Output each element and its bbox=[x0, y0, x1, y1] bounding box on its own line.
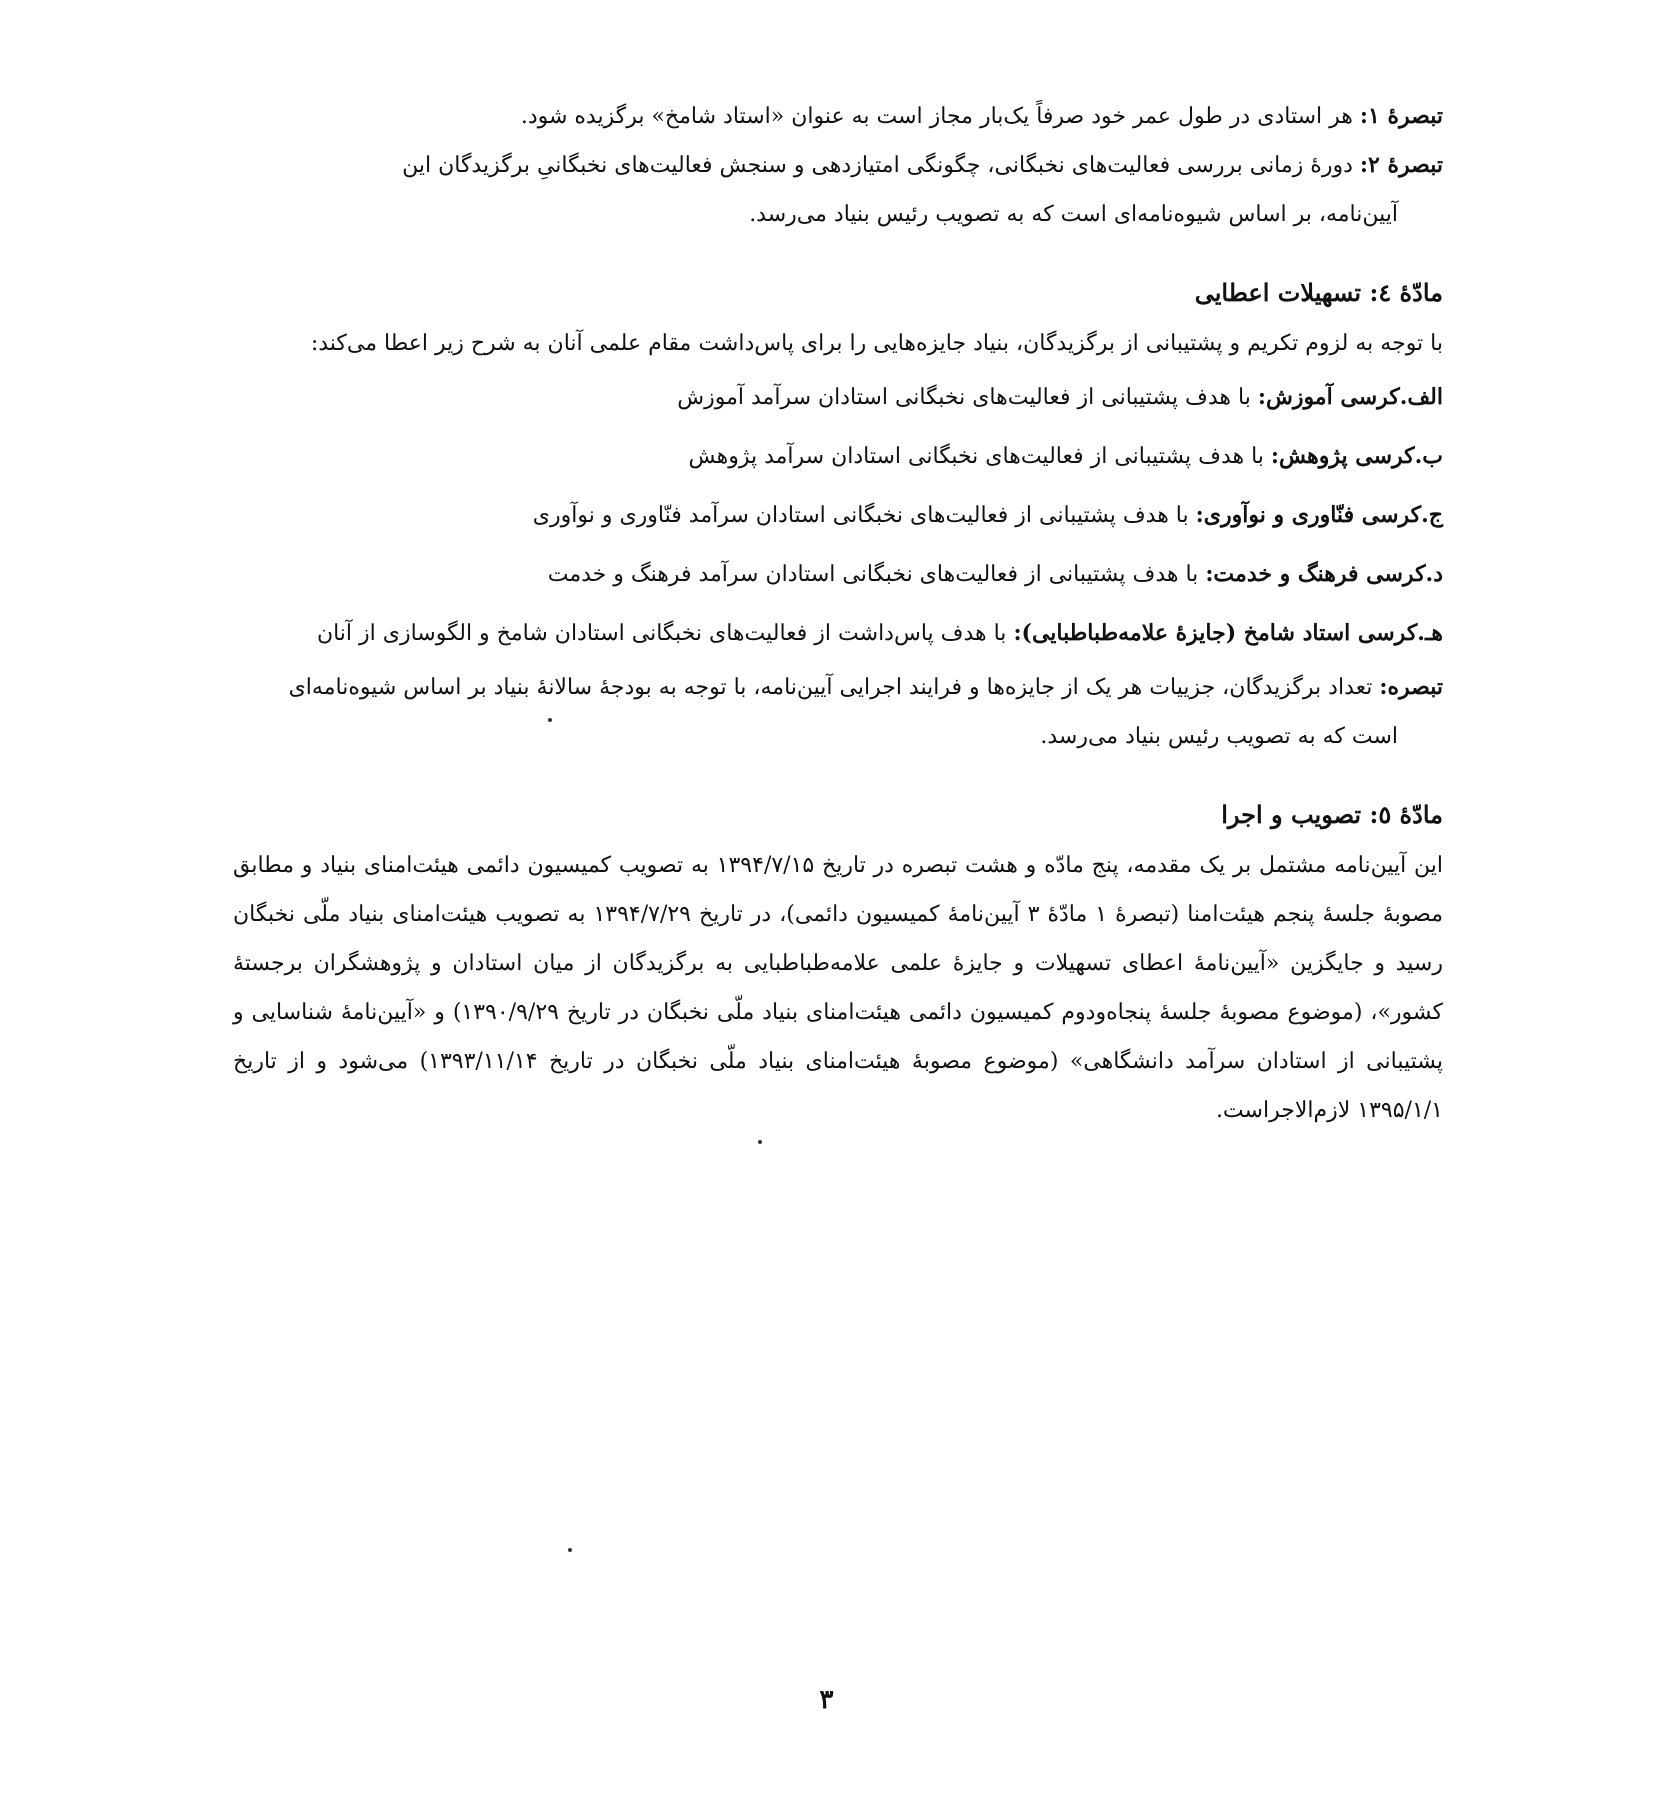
note-1 bbox=[233, 92, 1443, 141]
chair-item-distinguished bbox=[233, 604, 1443, 663]
note-1-text: هر استادی در طول عمر خود صرفاً یک‌بار مجاز است به عنوان «استاد شامخ» برگزیده شود. bbox=[520, 104, 1353, 129]
chair-title: ب.کرسی پژوهش: bbox=[1270, 443, 1443, 469]
chair-item-culture bbox=[233, 545, 1443, 604]
chair-description: با هدف پاس‌داشت از فعالیت‌های نخبگانی استادان شامخ و الگوسازی از آنان bbox=[316, 621, 1007, 646]
chairs-list bbox=[233, 368, 1443, 663]
article-4-note-label: تبصره: bbox=[1379, 674, 1443, 700]
chair-item-education bbox=[233, 368, 1443, 427]
scan-speck bbox=[548, 718, 552, 722]
article-5-paragraph: این آیین‌نامه مشتمل بر یک مقدمه، پنج مادّه و هشت تبصره در تاریخ ۱۳۹۴/۷/۱۵ به تصویب کمیسیون دائمی هیئت‌امنای بنیاد و مطابق مصوبهٔ جلسهٔ پنجم هیئت‌امنا (تبصرهٔ ۱ مادّهٔ ۳ آیین‌نامهٔ کمیسیون دائمی)، در تاریخ ۱۳۹۴/۷/۲۹ به تصویب هیئت‌امنای بنیاد ملّی نخبگان رسید و جایگزین «آیین‌نامهٔ اعطای تسهیلات و جایزهٔ علمی علامه‌طباطبایی به برگزیدگان از میان استادان و پژوهشگران برجستهٔ کشور»، (موضوع مصوبهٔ جلسهٔ پنجاه‌ودوم کمیسیون دائمی هیئت‌امنای بنیاد ملّی نخبگان در تاریخ ۱۳۹۰/۹/۲۹) و «آیین‌نامهٔ شناسایی و پشتیبانی از استادان سرآمد دانشگاهی» (موضوع مصوبهٔ هیئت‌امنای بنیاد ملّی نخبگان در تاریخ ۱۳۹۳/۱۱/۱۴) می‌شود و از تاریخ ۱۳۹۵/۱/۱ لازم‌الاجراست. bbox=[233, 853, 1444, 1123]
article-4-note bbox=[233, 663, 1443, 761]
document-body bbox=[233, 92, 1443, 1135]
chair-title: الف.کرسی آموزش: bbox=[1257, 384, 1443, 410]
article-4-intro: با توجه به لزوم تکریم و پشتیبانی از برگزیدگان، بنیاد جایزه‌هایی را برای پاس‌داشت مقام علمی آنان به شرح زیر اعطا می‌کند: bbox=[310, 331, 1443, 356]
chair-title: د.کرسی فرهنگ و خدمت: bbox=[1205, 561, 1443, 587]
chair-item-research bbox=[233, 427, 1443, 486]
note-1-label: تبصرهٔ ۱: bbox=[1359, 103, 1443, 129]
chair-title: ج.کرسی فنّاوری و نوآوری: bbox=[1195, 502, 1443, 528]
article-4-note-continuation: است که به تصویب رئیس بنیاد می‌رسد. bbox=[1040, 724, 1398, 749]
scan-speck bbox=[568, 1548, 572, 1552]
note-2-continuation: آیین‌نامه، بر اساس شیوه‌نامه‌ای است که به تصویب رئیس بنیاد می‌رسد. bbox=[749, 202, 1398, 227]
chair-description: با هدف پشتیبانی از فعالیت‌های نخبگانی استادان سرآمد پژوهش bbox=[688, 444, 1264, 469]
article-4-note-text: تعداد برگزیدگان، جزییات هر یک از جایزه‌ها و فرایند اجرایی آیین‌نامه، با توجه به بودجهٔ سالانهٔ بنیاد بر اساس شیوه‌نامه‌ای bbox=[288, 675, 1373, 700]
note-2-label: تبصرهٔ ۲: bbox=[1359, 152, 1443, 178]
chair-description: با هدف پشتیبانی از فعالیت‌های نخبگانی استادان سرآمد فرهنگ و خدمت bbox=[547, 562, 1199, 587]
note-2 bbox=[233, 141, 1443, 239]
chair-description: با هدف پشتیبانی از فعالیت‌های نخبگانی استادان سرآمد فنّاوری و نوآوری bbox=[532, 503, 1189, 528]
article-4-heading: مادّهٔ ٤: تسهیلات اعطایی bbox=[1194, 278, 1443, 307]
page-number: ۳ bbox=[819, 1685, 834, 1715]
chair-description: با هدف پشتیبانی از فعالیت‌های نخبگانی استادان سرآمد آموزش bbox=[677, 385, 1251, 410]
chair-item-technology bbox=[233, 486, 1443, 545]
article-5-heading: مادّهٔ ٥: تصویب و اجرا bbox=[1221, 800, 1443, 829]
chair-title: هـ.کرسی استاد شامخ (جایزهٔ علامه‌طباطبایی): bbox=[1013, 620, 1443, 646]
note-2-text: دورهٔ زمانی بررسی فعالیت‌های نخبگانی، چگونگی امتیازدهی و سنجش فعالیت‌های نخبگانیِ برگزیدگان این bbox=[402, 153, 1353, 178]
scan-speck bbox=[758, 1140, 762, 1144]
